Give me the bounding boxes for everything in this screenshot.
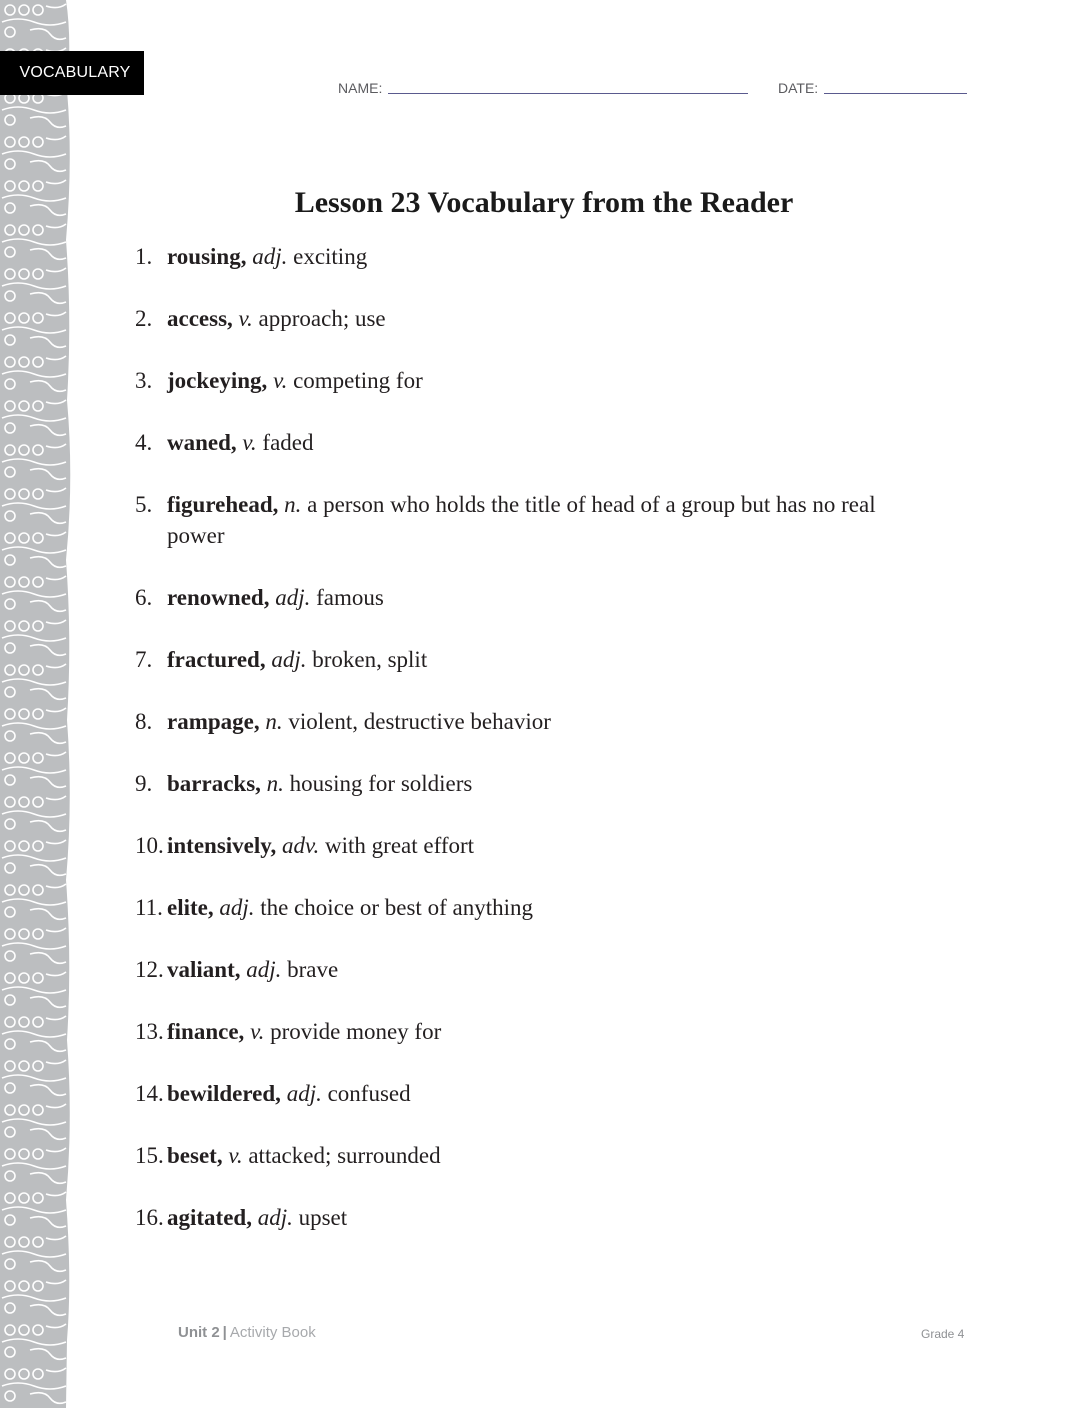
date-line[interactable] bbox=[824, 93, 967, 94]
vocab-word: bewildered, bbox=[167, 1081, 281, 1106]
item-entry bbox=[167, 706, 915, 737]
vocab-item bbox=[135, 892, 915, 923]
vocab-item bbox=[135, 1078, 915, 1109]
vocab-word: barracks, bbox=[167, 771, 261, 796]
item-number: 1. bbox=[135, 244, 153, 269]
vocab-item bbox=[135, 706, 915, 737]
vocabulary-list bbox=[135, 241, 915, 1264]
part-of-speech: adj. bbox=[271, 647, 307, 672]
item-number: 15. bbox=[135, 1143, 164, 1168]
definition: broken, split bbox=[312, 647, 428, 672]
vocab-item bbox=[135, 954, 915, 985]
date-label: DATE: bbox=[778, 80, 819, 96]
item-entry bbox=[167, 1078, 915, 1109]
part-of-speech: n. bbox=[265, 709, 283, 734]
part-of-speech: adj. bbox=[275, 585, 311, 610]
item-number: 13. bbox=[135, 1019, 164, 1044]
part-of-speech: n. bbox=[266, 771, 284, 796]
part-of-speech: adj. bbox=[246, 957, 282, 982]
item-number: 7. bbox=[135, 647, 153, 672]
item-number: 4. bbox=[135, 430, 153, 455]
vocab-item bbox=[135, 365, 915, 396]
item-entry bbox=[167, 427, 915, 458]
vocab-item bbox=[135, 768, 915, 799]
part-of-speech: v. bbox=[273, 368, 288, 393]
part-of-speech: v. bbox=[238, 306, 253, 331]
vocab-word: renowned, bbox=[167, 585, 270, 610]
vocabulary-tab-label: VOCABULARY bbox=[19, 64, 131, 81]
vocab-item bbox=[135, 1016, 915, 1047]
definition: with great effort bbox=[325, 833, 475, 858]
part-of-speech: adj. bbox=[252, 244, 288, 269]
definition: exciting bbox=[293, 244, 368, 269]
definition: the choice or best of anything bbox=[260, 895, 533, 920]
item-number: 14. bbox=[135, 1081, 164, 1106]
footer-book-info bbox=[178, 1324, 316, 1341]
part-of-speech: n. bbox=[284, 492, 302, 517]
part-of-speech: adj. bbox=[219, 895, 255, 920]
item-entry bbox=[167, 892, 915, 923]
definition: provide money for bbox=[270, 1019, 442, 1044]
footer-unit: Unit 2 bbox=[178, 1324, 220, 1341]
definition: faded bbox=[262, 430, 314, 455]
vocab-word: waned, bbox=[167, 430, 237, 455]
part-of-speech: v. bbox=[242, 430, 257, 455]
part-of-speech: adj. bbox=[286, 1081, 322, 1106]
vocab-item bbox=[135, 1140, 915, 1171]
definition: attacked; surrounded bbox=[248, 1143, 441, 1168]
definition: housing for soldiers bbox=[289, 771, 473, 796]
item-number: 12. bbox=[135, 957, 164, 982]
item-number: 5. bbox=[135, 492, 153, 517]
footer-separator: | bbox=[222, 1324, 227, 1341]
item-entry bbox=[167, 303, 915, 334]
item-entry bbox=[167, 954, 915, 985]
page-title: Lesson 23 Vocabulary from the Reader bbox=[294, 186, 794, 219]
vocabulary-tab bbox=[0, 51, 144, 95]
part-of-speech: adv. bbox=[282, 833, 320, 858]
vocab-word: beset, bbox=[167, 1143, 223, 1168]
item-number: 2. bbox=[135, 306, 153, 331]
vocab-item bbox=[135, 241, 915, 272]
item-entry bbox=[167, 1016, 915, 1047]
footer-book: Activity Book bbox=[229, 1324, 316, 1341]
vocab-word: agitated, bbox=[167, 1205, 252, 1230]
name-line[interactable] bbox=[388, 93, 748, 94]
item-number: 11. bbox=[135, 895, 163, 920]
vocab-word: finance, bbox=[167, 1019, 245, 1044]
item-number: 8. bbox=[135, 709, 153, 734]
name-label: NAME: bbox=[338, 80, 383, 96]
vocab-item bbox=[135, 489, 915, 551]
definition: violent, destructive behavior bbox=[288, 709, 551, 734]
date-field bbox=[778, 80, 967, 96]
definition: confused bbox=[327, 1081, 411, 1106]
item-entry bbox=[167, 365, 915, 396]
item-entry bbox=[167, 830, 915, 861]
vocab-item bbox=[135, 582, 915, 613]
item-entry bbox=[167, 1202, 915, 1233]
definition: famous bbox=[316, 585, 384, 610]
item-entry bbox=[167, 241, 915, 272]
item-number: 6. bbox=[135, 585, 153, 610]
vocab-word: jockeying, bbox=[167, 368, 268, 393]
vocab-item bbox=[135, 644, 915, 675]
vocab-item bbox=[135, 830, 915, 861]
definition: upset bbox=[298, 1205, 348, 1230]
item-number: 3. bbox=[135, 368, 153, 393]
vocab-item bbox=[135, 1202, 915, 1233]
item-entry bbox=[167, 1140, 915, 1171]
vocab-word: intensively, bbox=[167, 833, 277, 858]
vocab-item bbox=[135, 303, 915, 334]
definition: brave bbox=[287, 957, 339, 982]
vocab-word: elite, bbox=[167, 895, 214, 920]
vocab-word: rampage, bbox=[167, 709, 260, 734]
vocab-word: rousing, bbox=[167, 244, 247, 269]
footer-grade: Grade 4 bbox=[921, 1327, 965, 1341]
definition: a person who holds the title of head of a group but has no real power bbox=[167, 492, 876, 548]
item-entry bbox=[167, 489, 915, 551]
part-of-speech: v. bbox=[250, 1019, 265, 1044]
part-of-speech: v. bbox=[228, 1143, 243, 1168]
definition: competing for bbox=[293, 368, 423, 393]
item-number: 9. bbox=[135, 771, 153, 796]
item-number: 10. bbox=[135, 833, 164, 858]
vocab-item bbox=[135, 427, 915, 458]
item-entry bbox=[167, 582, 915, 613]
item-entry bbox=[167, 644, 915, 675]
vocab-word: fractured, bbox=[167, 647, 266, 672]
name-field bbox=[338, 80, 748, 96]
vocab-word: figurehead, bbox=[167, 492, 279, 517]
item-number: 16. bbox=[135, 1205, 164, 1230]
vocab-word: valiant, bbox=[167, 957, 241, 982]
definition: approach; use bbox=[258, 306, 386, 331]
part-of-speech: adj. bbox=[257, 1205, 293, 1230]
item-entry bbox=[167, 768, 915, 799]
vocab-word: access, bbox=[167, 306, 233, 331]
